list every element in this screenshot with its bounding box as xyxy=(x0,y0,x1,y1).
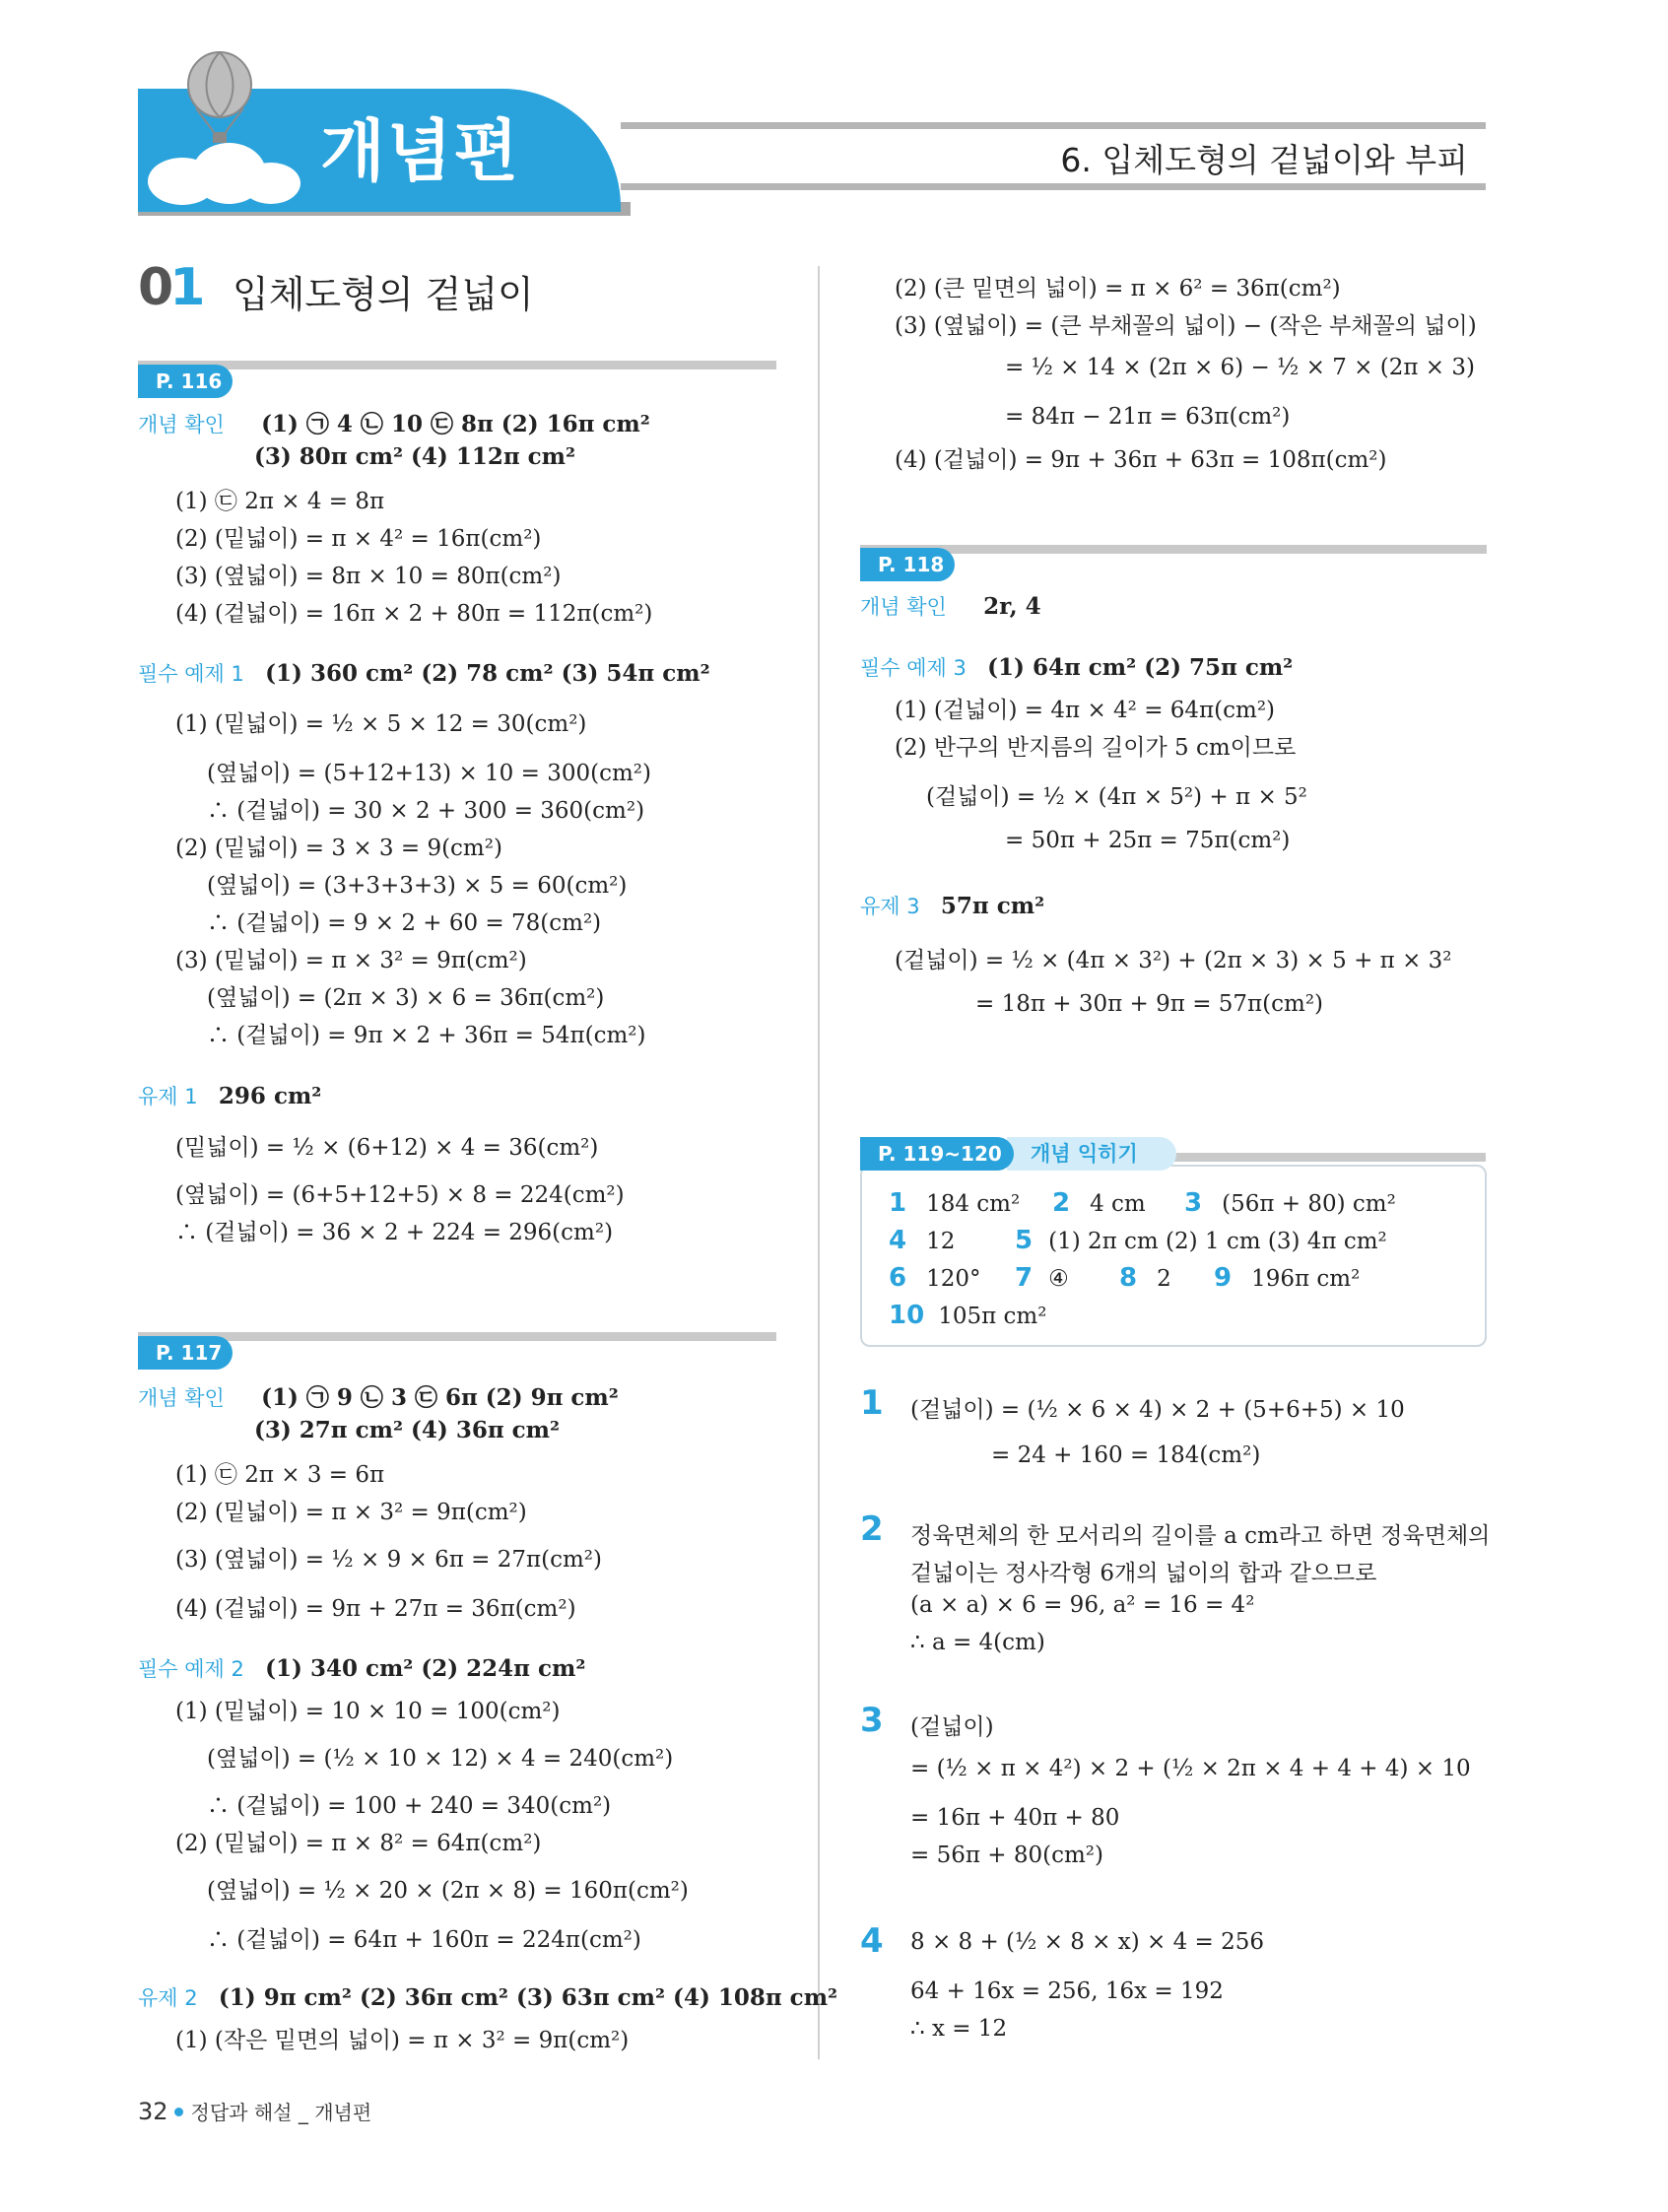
solution-line: 64 + 16x = 256, 16x = 192 xyxy=(910,1978,1224,2004)
concept-check-row: 개념 확인 (1) ㉠ 9 ㉡ 3 ㉢ 6π (2) 9π cm² xyxy=(138,1384,619,1411)
solution-line: (1) (작은 밑면의 넓이) = π × 3² = 9π(cm²) xyxy=(175,2028,630,2053)
solution-line: (겉넓이) = (½ × 6 × 4) × 2 + (5+6+5) × 10 xyxy=(910,1397,1405,1423)
solution-line: = 16π + 40π + 80 xyxy=(910,1805,1120,1831)
solution-line: ∴ (겉넓이) = 9π × 2 + 36π = 54π(cm²) xyxy=(207,1023,646,1048)
solution-line: (옆넓이) = ½ × 20 × (2π × 8) = 160π(cm²) xyxy=(207,1878,689,1904)
practice-answer: 10 105π cm² xyxy=(889,1301,1047,1330)
practice-answer: 4 12 xyxy=(889,1226,956,1255)
hot-air-balloon-icon xyxy=(182,51,259,150)
page-number: 32 xyxy=(138,2098,168,2125)
solution-line: ∴ (겉넓이) = 9 × 2 + 60 = 78(cm²) xyxy=(207,910,602,936)
page-pill-117: P. 117 xyxy=(138,1336,233,1370)
example-2-row: 필수 예제 2 (1) 340 cm² (2) 224π cm² xyxy=(138,1655,586,1682)
solution-line: ∴ (겉넓이) = 30 × 2 + 300 = 360(cm²) xyxy=(207,798,645,824)
solution-line: (2) (큰 밑면의 넓이) = π × 6² = 36π(cm²) xyxy=(895,276,1341,302)
solution-line: ∴ (겉넓이) = 100 + 240 = 340(cm²) xyxy=(207,1793,612,1819)
footer-text: 정답과 해설 _ 개념편 xyxy=(190,2101,372,2124)
concept-check-row-2: (3) 80π cm² (4) 112π cm² xyxy=(254,443,576,470)
practice-answer: 8 2 xyxy=(1119,1263,1171,1293)
solution-line: 8 × 8 + (½ × 8 × x) × 4 = 256 xyxy=(910,1929,1265,1955)
solution-line: (옆넓이) = (½ × 10 × 12) × 4 = 240(cm²) xyxy=(207,1746,674,1772)
solution-line: = ½ × 14 × (2π × 6) − ½ × 7 × (2π × 3) xyxy=(1005,355,1475,380)
solution-line: (3) (옆넓이) = 8π × 10 = 80π(cm²) xyxy=(175,564,562,589)
solution-number: 1 xyxy=(860,1383,884,1423)
solution-line: (2) (밑넓이) = π × 4² = 16π(cm²) xyxy=(175,526,542,552)
exercise-1-row: 유제 1 296 cm² xyxy=(138,1083,322,1109)
solution-number: 4 xyxy=(860,1921,884,1961)
solution-line: (옆넓이) = (3+3+3+3) × 5 = 60(cm²) xyxy=(207,873,628,899)
header-rule-bottom xyxy=(621,183,1486,190)
solution-line: (1) ㉢ 2π × 4 = 8π xyxy=(175,489,385,514)
practice-answer: 5 (1) 2π cm (2) 1 cm (3) 4π cm² xyxy=(1015,1226,1387,1255)
practice-answer: 6 120° xyxy=(889,1263,981,1293)
solution-line: (1) ㉢ 2π × 3 = 6π xyxy=(175,1462,385,1488)
concept-check-row: 개념 확인 2r, 4 xyxy=(860,593,1041,620)
solution-line: ∴ x = 12 xyxy=(910,2016,1008,2042)
practice-answer: 9 196π cm² xyxy=(1214,1263,1361,1293)
solution-line: (옆넓이) = (2π × 3) × 6 = 36π(cm²) xyxy=(207,985,605,1011)
example-1-row: 필수 예제 1 (1) 360 cm² (2) 78 cm² (3) 54π cm² xyxy=(138,660,710,687)
solution-number: 2 xyxy=(860,1509,884,1549)
solution-line: (4) (겉넓이) = 9π + 27π = 36π(cm²) xyxy=(175,1596,576,1622)
solution-line: (3) (옆넓이) = (큰 부채꼴의 넓이) − (작은 부채꼴의 넓이) xyxy=(895,313,1477,339)
chapter-title: 6. 입체도형의 겉넓이와 부피 xyxy=(1060,141,1468,179)
example-3-row: 필수 예제 3 (1) 64π cm² (2) 75π cm² xyxy=(860,654,1294,681)
header-title: 개념편 xyxy=(320,113,521,191)
cloud-icon xyxy=(241,163,300,204)
page-bar xyxy=(138,361,776,369)
page-footer xyxy=(138,2097,371,2125)
page-pill-119-120: P. 119~120 xyxy=(860,1137,1014,1171)
solution-line: (a × a) × 6 = 96, a² = 16 = 4² xyxy=(910,1592,1255,1618)
solution-line: = 84π − 21π = 63π(cm²) xyxy=(1005,404,1291,430)
solution-line: (2) (밑넓이) = 3 × 3 = 9(cm²) xyxy=(175,836,502,861)
solution-number: 3 xyxy=(860,1701,884,1740)
practice-bar xyxy=(1172,1153,1486,1162)
column-divider xyxy=(818,266,820,2059)
solution-line: ∴ (겉넓이) = 64π + 160π = 224π(cm²) xyxy=(207,1927,641,1953)
practice-answer: 1 184 cm² xyxy=(889,1188,1021,1218)
solution-line: ∴ (겉넓이) = 36 × 2 + 224 = 296(cm²) xyxy=(175,1220,614,1245)
solution-line: (4) (겉넓이) = 16π × 2 + 80π = 112π(cm²) xyxy=(175,601,653,627)
solution-line: (3) (밑넓이) = π × 3² = 9π(cm²) xyxy=(175,948,527,973)
practice-answer: 3 (56π + 80) cm² xyxy=(1184,1188,1396,1218)
solution-line: = 56π + 80(cm²) xyxy=(910,1843,1103,1868)
practice-answer: 2 4 cm xyxy=(1052,1188,1146,1218)
solution-line: (겉넓이) = ½ × (4π × 3²) + (2π × 3) × 5 + π × 3² xyxy=(895,948,1452,973)
solution-line: 겉넓이는 정사각형 6개의 넓이의 합과 같으므로 xyxy=(910,1561,1377,1586)
solution-line: (겉넓이) xyxy=(910,1714,994,1740)
page-bar xyxy=(138,1332,776,1341)
page-pill-118: P. 118 xyxy=(860,548,955,581)
bullet-icon xyxy=(174,2108,183,2116)
solution-line: (밑넓이) = ½ × (6+12) × 4 = 36(cm²) xyxy=(175,1135,599,1161)
exercise-3-row: 유제 3 57π cm² xyxy=(860,893,1045,919)
concept-check-row-2: (3) 27π cm² (4) 36π cm² xyxy=(254,1417,561,1443)
solution-line: (1) (밑넓이) = ½ × 5 × 12 = 30(cm²) xyxy=(175,711,587,737)
solution-line: (겉넓이) = ½ × (4π × 5²) + π × 5² xyxy=(926,784,1307,810)
solution-line: 정육면체의 한 모서리의 길이를 a cm라고 하면 정육면체의 xyxy=(910,1523,1491,1549)
section-title: 입체도형의 겉넓이 xyxy=(233,273,534,316)
solution-line: (2) (밑넓이) = π × 8² = 64π(cm²) xyxy=(175,1831,542,1856)
solution-line: = 24 + 160 = 184(cm²) xyxy=(991,1442,1261,1468)
concept-check-row: 개념 확인 (1) ㉠ 4 ㉡ 10 ㉢ 8π (2) 16π cm² xyxy=(138,411,650,437)
solution-line: (3) (옆넓이) = ½ × 9 × 6π = 27π(cm²) xyxy=(175,1547,602,1573)
solution-line: (2) (밑넓이) = π × 3² = 9π(cm²) xyxy=(175,1500,527,1525)
solution-line: (옆넓이) = (6+5+12+5) × 8 = 224(cm²) xyxy=(175,1182,625,1208)
solution-line: = (½ × π × 4²) × 2 + (½ × 2π × 4 + 4 + 4) × 10 xyxy=(910,1756,1471,1781)
solution-line: ∴ a = 4(cm) xyxy=(910,1630,1045,1655)
solution-line: (4) (겉넓이) = 9π + 36π + 63π = 108π(cm²) xyxy=(895,447,1387,473)
practice-answer: 7 ④ xyxy=(1015,1263,1069,1293)
practice-tab: 개념 익히기 xyxy=(1007,1137,1176,1171)
solution-line: = 18π + 30π + 9π = 57π(cm²) xyxy=(975,991,1324,1017)
page-pill-116: P. 116 xyxy=(138,365,233,398)
page-bar xyxy=(860,545,1487,554)
solution-line: (옆넓이) = (5+12+13) × 10 = 300(cm²) xyxy=(207,761,651,786)
solution-line: (2) 반구의 반지름의 길이가 5 cm이므로 xyxy=(895,735,1297,761)
header-rule-top xyxy=(621,122,1486,129)
solution-line: = 50π + 25π = 75π(cm²) xyxy=(1005,828,1291,853)
solution-line: (1) (겉넓이) = 4π × 4² = 64π(cm²) xyxy=(895,698,1276,723)
solution-line: (1) (밑넓이) = 10 × 10 = 100(cm²) xyxy=(175,1699,561,1724)
section-number: 01 xyxy=(138,258,202,317)
exercise-2-row: 유제 2 (1) 9π cm² (2) 36π cm² (3) 63π cm² (4) 108π cm² xyxy=(138,1984,838,2011)
